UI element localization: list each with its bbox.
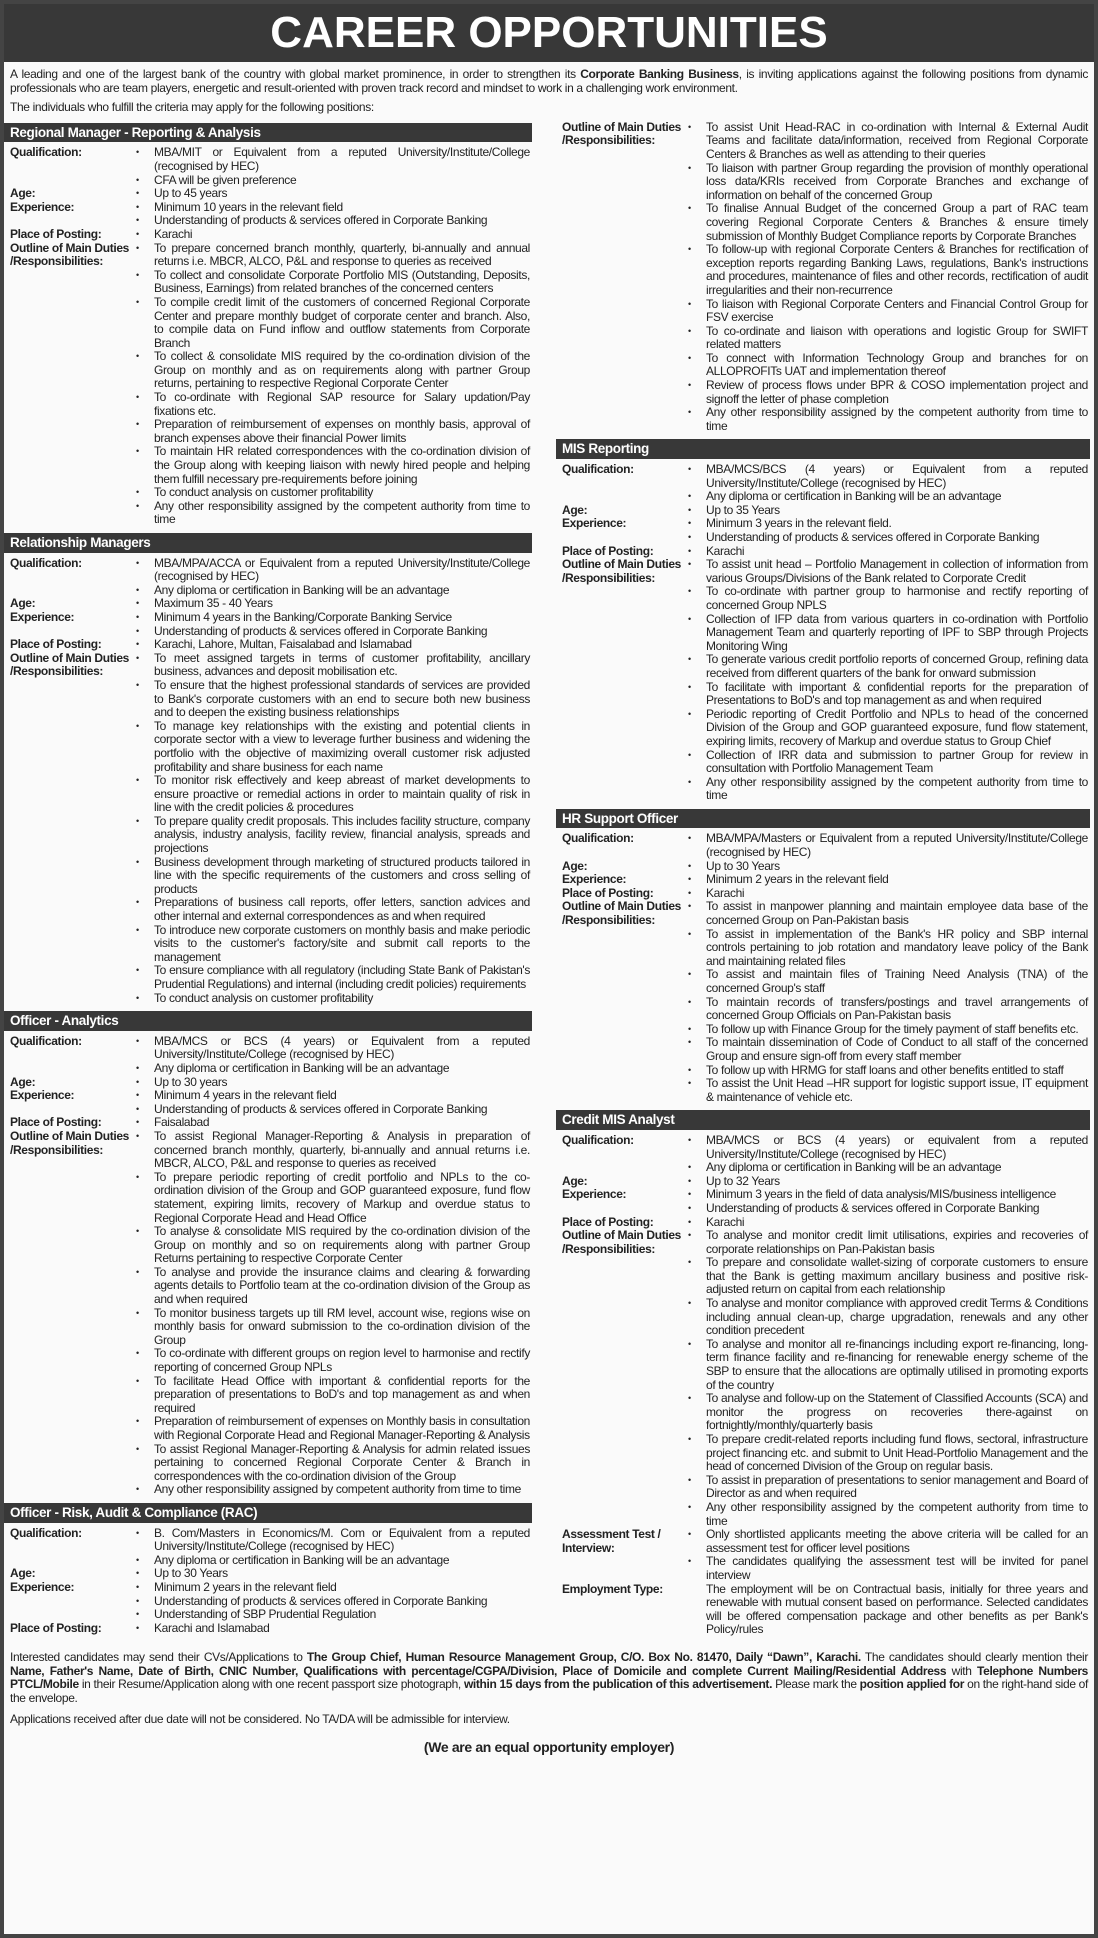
job-section [556,1110,1090,1637]
bullet-item: • Faisalabad [132,1116,530,1130]
emphasis-text: Telephone Numbers PTCL/Mobile [10,1663,1088,1692]
bullet-item: • To co-ordinate with partner group to harmonise and rectify reporting of concerned Group NPLS [684,585,1088,612]
bullet-item: • To facilitate with important & confidential reports for the preparation of Presentations to BoD's and top management as and when required [684,681,1088,708]
field-row [556,545,1090,559]
field-label: Experience: [10,1579,75,1594]
bullet-list [684,1229,1088,1528]
bullet-item: • To co-ordinate with Regional SAP resource for Salary updation/Pay fixations etc. [132,391,530,418]
bullet-list [684,873,1088,887]
bullet-list [132,187,530,201]
field-row [4,557,532,598]
section-header: Credit MIS Analyst [556,1110,1090,1130]
bullet-item: • Up to 35 Years [684,504,1088,518]
left-column [4,121,532,1643]
bullet-item: • To conduct analysis on customer profitability [132,486,530,500]
bullet-item: • To maintain records of transfers/postings and travel arrangements of concerned Group Officials on Pan-Pakistan basis [684,996,1088,1023]
field-value [132,652,532,1005]
bullet-item: • Collection of IFP data from various quarters in co-ordination with Portfolio Management Team and quarterly reporting of IPF to SBP through Projects Monitoring Wing [684,613,1088,654]
field-row [556,1216,1090,1230]
bullet-item: • Business development through marketing of structured products tailored in line with the specific requirements of the customers and cross selling of products [132,856,530,897]
field-value [132,557,532,598]
field-value [684,887,1090,901]
field-row [556,1229,1090,1528]
field-label: Age: [10,1074,36,1089]
bullet-item: • To monitor risk effectively and keep abreast of market developments to ensure proactive or remedial actions in order to maintain quality of risk in line with the credit policies & procedures [132,774,530,815]
field-row [556,1134,1090,1175]
field-row [4,1527,532,1568]
bullet-list [684,558,1088,803]
bullet-item: • To analyse and provide the insurance claims and clearing & forwarding agents details to Portfolio team at the co-ordination division of the Group as and when required [132,1266,530,1307]
field-row [4,1567,532,1581]
field-label: Outline of Main Duties /Responsibilities: [562,899,681,928]
bullet-item: • To ensure compliance with all regulatory (including State Bank of Pakistan's Prudential Regulations) and internal (including credit policies) requirements [132,964,530,991]
bullet-item: • Any other responsibility assigned by competent authority from time to time [132,1483,530,1497]
bullet-list [684,860,1088,874]
section-header: MIS Reporting [556,439,1090,459]
field-value [132,1116,532,1130]
bullet-list [132,652,530,1005]
bullet-item: • To analyse and monitor all re-financings including export re-financing, long-term finance facility and re-financing for renewable energy scheme of the SBP to ensure that the allocations are optimally utilised in promoting exports of the country [684,1338,1088,1392]
bullet-item: • MBA/MPA/Masters or Equivalent from a reputed University/Institute/College (recognised by HEC) [684,832,1088,859]
field-row [556,873,1090,887]
field-value [684,121,1090,434]
field-row [4,1076,532,1090]
bullet-item: • Karachi [132,228,530,242]
bullet-item: • To assist unit head – Portfolio Management in collection of information from various Groups/Divisions of the Bank related to Corporate Credit [684,558,1088,585]
field-value [684,558,1090,803]
field-row [556,1583,1090,1637]
bullet-item: • CFA will be given preference [132,174,530,188]
job-section [4,1011,532,1497]
field-label: Qualification: [562,462,634,477]
bullet-item: • MBA/MIT or Equivalent from a reputed University/Institute/College (recognised by HEC) [132,146,530,173]
field-row [556,900,1090,1104]
bullet-item: • Review of process flows under BPR & COSO implementation project and signoff the letter of phase completion [684,379,1088,406]
field-row [4,1035,532,1076]
field-row [556,504,1090,518]
bullet-item: • To analyse and monitor credit limit utilisations, expiries and recoveries of corporate relationships on Pan-Pakistan basis [684,1229,1088,1256]
bullet-item: • Karachi [684,887,1088,901]
bullet-item: • Collection of IRR data and submission to partner Group for review in consultation with Portfolio Management Team [684,749,1088,776]
bullet-item: • Only shortlisted applicants meeting the above criteria will be called for an assessment test for officer level positions [684,1528,1088,1555]
intro-criteria: The individuals who fulfill the criteria may apply for the following positions: [10,100,374,115]
field-value [684,900,1090,1104]
field-value [684,873,1090,887]
bullet-list [684,545,1088,559]
field-value [684,832,1090,859]
bullet-list [132,228,530,242]
bullet-item: • To conduct analysis on customer profitability [132,992,530,1006]
job-section [4,123,532,527]
bullet-list [684,463,1088,504]
bullet-item: • To prepare and consolidate wallet-sizing of corporate customers to ensure that the Bank is getting maximum ancillary business and positive risk-adjusted return on capital from each relationship [684,1256,1088,1297]
page-title: CAREER OPPORTUNITIES [4,4,1094,62]
field-value [684,1134,1090,1175]
bullet-list [132,557,530,598]
field-label: Outline of Main Duties /Responsibilities: [562,1228,681,1256]
body-text: in their Resume/Application along with one recent passport size photograph, [78,1677,464,1692]
bullet-item: • To monitor business targets up till RM level, account wise, regions wise on monthly basis for onward submission to the co-ordination division of the Group [132,1307,530,1348]
bullet-item: • MBA/MPA/ACCA or Equivalent from a reputed University/Institute/College (recognised by HEC) [132,557,530,584]
bullet-item: • To assist in manpower planning and maintain employee data base of the concerned Group on Pan-Pakistan basis [684,900,1088,927]
field-label: Outline of Main Duties /Responsibilities: [562,557,681,585]
field-value [684,463,1090,504]
bullet-item: • Minimum 10 years in the relevant field [132,201,530,215]
field-row [556,860,1090,874]
intro-bold: Corporate Banking Business [580,67,739,81]
bullet-item: • Any diploma or certification in Banking will be an advantage [132,584,530,598]
bullet-item: • To follow up with Finance Group for the timely payment of staff benefits etc. [684,1023,1088,1037]
footer [4,1643,1094,1765]
bullet-list [132,1527,530,1568]
due-date-note: Applications received after due date will not be considered. No TA/DA will be admissible for interview. [10,1712,510,1727]
field-value [684,504,1090,518]
bullet-item: • To manage key relationships with the existing and potential clients in corporate sector with a view to leverage further business and widening the portfolio with the objective of maximizing overall customer risk adjusted profitability and share business for each name [132,720,530,774]
field-label: Experience: [562,872,627,887]
bullet-item: • The candidates qualifying the assessment test will be invited for panel interview [684,1555,1088,1582]
field-value [132,1567,532,1581]
field-label: Qualification: [10,145,82,160]
bullet-item: • To prepare concerned branch monthly, quarterly, bi-annually and annual returns i.e. MBCR, ALCO, P&L and response to queries as received [132,242,530,269]
bullet-item: • To compile credit limit of the customers of concerned Regional Corporate Center and prepare monthly budget of corporate center and branch. Also, to compile data on Fund inflow and outflow statements from Corporate Branch [132,296,530,350]
bullet-item: • Minimum 2 years in the relevant field [132,1581,530,1595]
bullet-list [132,1076,530,1090]
bullet-list [684,832,1088,859]
bullet-item: • Understanding of products & services offered in Corporate Banking [132,1595,530,1609]
bullet-list [132,201,530,228]
bullet-item: • Any other responsibility assigned by the competent authority from time to time [684,406,1088,433]
bullet-item: • Up to 45 years [132,187,530,201]
emphasis-text: within 15 days from the publication of this advertisement. [463,1677,773,1692]
field-value [132,1089,532,1116]
bullet-list [132,1089,530,1116]
bullet-item: • To prepare quality credit proposals. This includes facility structure, company analysis, industry analysis, facility review, financial analysis, spreads and projections [132,815,530,856]
bullet-list [132,1581,530,1622]
field-label: Experience: [10,199,75,214]
section-header: Officer - Analytics [4,1011,532,1031]
field-label: Place of Posting: [10,1620,102,1635]
bullet-item: • Any other responsibility assigned by the competent authority from time to time [132,500,530,527]
bullet-item: • Minimum 4 years in the relevant field [132,1089,530,1103]
field-label: Age: [10,1566,36,1581]
bullet-item: • Up to 30 Years [132,1567,530,1581]
field-row [4,228,532,242]
field-value [132,597,532,611]
bullet-item: • Any other responsibility assigned by the competent authority from time to time [684,1501,1088,1528]
bullet-item: • Karachi [684,545,1088,559]
field-value [684,860,1090,874]
emphasis-text: Name, Father's Name, Date of Birth, CNIC Number, Qualifications with percentage/CGPA/Division, Place of Domicile and complete Current Mailing/Residential Address [10,1663,947,1678]
bullet-list [132,638,530,652]
bullet-item: • To assist in preparation of presentations to senior management and Board of Director as and when required [684,1474,1088,1501]
bullet-list [132,146,530,187]
bullet-list [684,1188,1088,1215]
field-row [556,558,1090,803]
bullet-item: • To co-ordinate and liaison with operations and logistic Group for SWIFT related matters [684,325,1088,352]
bullet-item: • To finalise Annual Budget of the concerned Group a part of RAC team covering Regional Corporate Centers & Branches & ensure timely submission of Monthly Budget Compliance reports by Corporate Branches [684,202,1088,243]
bullet-item: • To connect with Information Technology Group and branches for on ALLOPROFITs UAT and implementation thereof [684,352,1088,379]
bullet-item: • Any other responsibility assigned by the competent authority from time to time [684,776,1088,803]
bullet-list [132,1622,530,1636]
field-row [4,201,532,228]
bullet-item: • Karachi [684,1216,1088,1230]
bullet-item: • Preparation of reimbursement of expenses on Monthly basis in consultation with Regional Corporate Head and Regional Manager-Reporting & Analysis [132,1415,530,1442]
bullet-item: • To co-ordinate with different groups on region level to harmonise and rectify reporting of concerned Group NPLs [132,1347,530,1374]
section-header: HR Support Officer [556,809,1090,829]
field-row [556,1528,1090,1582]
application-instructions [10,1651,1088,1705]
bullet-item: • To liaison with partner Group regarding the provision of monthly operational loss data/KRIs received from Corporate Branches and exchange of information on behalf of the concerned Group [684,162,1088,203]
bullet-item: • To assist in implementation of the Bank's HR policy and SBP internal controls pertaining to job rotation and mandatory leave policy of the Bank and maintaining related files [684,928,1088,969]
field-row [4,1622,532,1636]
field-row [556,1175,1090,1189]
bullet-item: • MBA/MCS or BCS (4 years) or equivalent from a reputed University/Institute/College (recognised by HEC) [684,1134,1088,1161]
field-value [132,1527,532,1568]
field-label: Outline of Main Duties /Responsibilities: [10,650,129,679]
field-label: Place of Posting: [10,637,102,652]
body-text: Please mark the [772,1677,860,1692]
bullet-list [684,1528,1088,1582]
field-label: Employment Type: [562,1581,663,1596]
body-text: Interested candidates may send their CVs/Applications to [10,1649,307,1664]
field-row [4,242,532,527]
field-label: Qualification: [10,555,82,570]
bullet-item: • To collect and consolidate Corporate Portfolio MIS (Outstanding, Deposits, Business, Earnings) from related branches of the concerned centers [132,269,530,296]
field-value [684,1175,1090,1189]
bullet-item: • To introduce new corporate customers on monthly basis and make periodic visits to the customer's factory/site and submit call reports to the management [132,924,530,965]
emphasis-text: The Group Chief, Human Resource Management Group, C/O. Box No. 81470, Daily “Dawn”, Karachi. [306,1649,861,1664]
job-section [556,439,1090,802]
bullet-item: • Minimum 4 years in the Banking/Corporate Banking Service [132,611,530,625]
field-value [132,611,532,638]
field-row [4,1089,532,1116]
field-value [132,1076,532,1090]
bullet-list [132,611,530,638]
bullet-list [684,121,1088,434]
bullet-item: • To maintain dissemination of Code of Conduct to all staff of the concerned Group and ensure sign-off from every staff member [684,1036,1088,1063]
bullet-list [684,1216,1088,1230]
field-label: Outline of Main Duties /Responsibilities: [562,119,681,148]
field-row [4,638,532,652]
bullet-item: • To prepare periodic reporting of credit portfolio and NPLs to the co-ordination division of the Group and GOP guaranteed exposure, fund flow statement, expiring limits, recovery of Markup and overdue status to Regional Corporate Head and Head Office [132,1171,530,1225]
bullet-item: • To assist the Unit Head –HR support for logistic support issue, IT equipment & maintenance of vehicle etc. [684,1077,1088,1104]
field-row [556,887,1090,901]
bullet-item: • Minimum 3 years in the relevant field. [684,517,1088,531]
right-column [556,121,1094,1643]
field-label: Age: [10,596,36,611]
bullet-item: • To maintain HR related correspondences with the co-ordination division of the Group along with keeping liaison with newly hired people and helping them fulfill necessary pre-requirements before joining [132,445,530,486]
bullet-item: • Maximum 35 - 40 Years [132,597,530,611]
field-label: Outline of Main Duties /Responsibilities: [10,1128,129,1157]
intro [4,62,1094,115]
positions-columns [4,121,1094,1643]
bullet-item: • To assist Regional Manager-Reporting & Analysis for admin related issues pertaining to concerned Regional Corporate Center & Branch in correspondences with the co-ordination division of the Group [132,1443,530,1484]
section-header: Regional Manager - Reporting & Analysis [4,123,532,143]
bullet-list [684,517,1088,544]
bullet-item: • Minimum 3 years in the field of data analysis/MIS/business intelligence [684,1188,1088,1202]
field-value [684,517,1090,544]
field-value [684,1528,1090,1582]
intro-paragraph [10,68,1088,95]
bullet-item: • Understanding of products & services offered in Corporate Banking [684,531,1088,545]
field-label: Age: [562,1173,588,1188]
field-value [132,1622,532,1636]
field-row [4,611,532,638]
field-label: Qualification: [562,1132,634,1147]
bullet-item: • Any diploma or certification in Banking will be an advantage [132,1554,530,1568]
bullet-list [684,887,1088,901]
equal-opportunity-statement: (We are an equal opportunity employer) [423,1738,675,1755]
bullet-item: • Any diploma or certification in Banking will be an advantage [132,1062,530,1076]
bullet-item: • To meet assigned targets in terms of customer profitability, ancillary business, advances and deposit mobilisation etc. [132,652,530,679]
field-label: Outline of Main Duties /Responsibilities: [10,240,129,269]
field-row [4,146,532,187]
bullet-item: • B. Com/Masters in Economics/M. Com or Equivalent from a reputed University/Institute/College (recognised by HEC) [132,1527,530,1554]
bullet-item: • Minimum 2 years in the relevant field [684,873,1088,887]
job-section [4,1503,532,1635]
section-header: Relationship Managers [4,533,532,553]
field-row [556,121,1090,434]
bullet-list [132,1035,530,1076]
field-label: Age: [10,186,36,201]
field-value [684,1188,1090,1215]
bullet-list [684,900,1088,1104]
field-value [684,1216,1090,1230]
bullet-item: • To assist Regional Manager-Reporting & Analysis in preparation of concerned branch monthly, quarterly, bi-annually and annual returns i.e. MBCR, ALCO, P&L and response to queries as received [132,1130,530,1171]
bullet-item: • To liaison with Regional Corporate Centers and Financial Control Group for FSV exercise [684,298,1088,325]
bullet-item: • To follow up with HRMG for staff loans and other benefits entitled to staff [684,1064,1088,1078]
bullet-item: • Understanding of products & services offered in Corporate Banking [132,214,530,228]
field-value [132,1581,532,1622]
field-label: Age: [562,502,588,517]
intro-text: A leading and one of the largest bank of the country with global market prominence, in order to strengthen its [10,67,581,81]
field-label: Place of Posting: [10,1115,102,1130]
bullet-item: • To assist Unit Head-RAC in co-ordination with Internal & External Audit Teams and facilitate data/information, received from Regional Corporate Centers & Branches as well as attending to their queries [684,121,1088,162]
bullet-list [132,1567,530,1581]
bullet-item: • To collect & consolidate MIS required by the co-ordination division of the Group on monthly and as on requirements along with partner Group returns, pertaining to respective Regional Corporate Center [132,350,530,391]
bullet-list [684,1175,1088,1189]
field-row [556,832,1090,859]
bullet-list [132,242,530,527]
field-label: Assessment Test / Interview: [562,1527,661,1555]
field-row [4,652,532,1005]
bullet-item: • Understanding of products & services offered in Corporate Banking [684,1202,1088,1216]
bullet-item: • To analyse and monitor compliance with approved credit Terms & Conditions including annual clean-up, charge upgradation, renewals and any other condition precedent [684,1297,1088,1338]
field-label: Qualification: [562,831,634,846]
bullet-item: • Up to 30 years [132,1076,530,1090]
field-row [4,1130,532,1497]
bullet-item: • To follow-up with regional Corporate Centers & Branches for rectification of exception reports regarding Banking Laws, regulations, Bank's instructions and procedures, maintenance of files and other records, rectification of audit irregularities and their non-recurrence [684,243,1088,297]
field-value [132,1130,532,1497]
job-section [556,809,1090,1104]
field-value [684,1583,1090,1637]
bullet-list [132,1130,530,1497]
bullet-item: • Understanding of products & services offered in Corporate Banking [132,625,530,639]
bullet-item: • To analyse & consolidate MIS required by the co-ordination division of the Group on monthly and so on requirements along with partner Group Returns pertaining to respective Corporate Center [132,1225,530,1266]
bullet-item: • To prepare credit-related reports including fund flows, sectoral, infrastructure project financing etc. and submit to Unit Head-Portfolio Management and the head of concerned Division of the Group on regular basis. [684,1433,1088,1474]
field-value [132,242,532,527]
bullet-item: • MBA/MCS/BCS (4 years) or Equivalent from a reputed University/Institute/College (recognised by HEC) [684,463,1088,490]
job-section [4,533,532,1005]
field-label: Place of Posting: [562,885,654,900]
field-row [556,1188,1090,1215]
field-label: Experience: [10,1088,75,1103]
intro-text: , is inviting applications against the following positions from dynamic professionals who are team players, energetic and result-oriented with proven track record and mindset to work in a challenging work environment. [10,67,1088,95]
bullet-item: • Any diploma or certification in Banking will be an advantage [684,490,1088,504]
field-row [4,1581,532,1622]
field-value [132,201,532,228]
field-label: Place of Posting: [10,226,102,241]
bullet-item: • Understanding of products & services offered in Corporate Banking [132,1103,530,1117]
bullet-item: • To generate various credit portfolio reports of concerned Group, refining data received from different quarters of the bank for onward submission [684,653,1088,680]
bullet-list [132,1116,530,1130]
field-row [4,1116,532,1130]
body-text: on the right-hand side of the envelope. [10,1677,1088,1705]
field-label: Experience: [562,516,627,531]
bullet-item: • Periodic reporting of Credit Portfolio and NPLs to head of the concerned Division of the Group and GOP guaranteed exposure, fund flow statement, expiring limits, recovery of Markup and overdue status to Group Chief [684,708,1088,749]
bullet-item: • Any diploma or certification in Banking will be an advantage [684,1161,1088,1175]
field-row [4,597,532,611]
bullet-item: • Karachi, Lahore, Multan, Faisalabad and Islamabad [132,638,530,652]
bullet-item: • To analyse and follow-up on the Statement of Classified Accounts (SCA) and monitor the progress on recoveries there-against on fortnightly/monthly/quarterly basis [684,1392,1088,1433]
job-section [556,121,1090,434]
field-value [132,1035,532,1076]
field-label: Experience: [562,1187,627,1202]
bullet-item: • MBA/MCS or BCS (4 years) or Equivalent from a reputed University/Institute/College (recognised by HEC) [132,1035,530,1062]
bullet-item: • Karachi and Islamabad [132,1622,530,1636]
field-label: Qualification: [10,1033,82,1048]
bullet-list [684,1134,1088,1175]
emphasis-text: position applied for [859,1677,965,1692]
field-value [684,1229,1090,1528]
field-label: Place of Posting: [562,543,654,558]
bullet-item: • Understanding of SBP Prudential Regulation [132,1608,530,1622]
bullet-item: • To ensure that the highest professional standards of services are provided to Bank's corporate customers with an end to secure both new business and to deepen the existing business relationships [132,679,530,720]
bullet-item: • Up to 30 Years [684,860,1088,874]
field-row [556,463,1090,504]
section-header: Officer - Risk, Audit & Compliance (RAC) [4,1503,532,1523]
body-text: with [946,1663,978,1678]
bullet-list [684,504,1088,518]
field-label: Place of Posting: [562,1214,654,1229]
field-row [556,517,1090,544]
field-value [132,228,532,242]
bullet-item: • Preparations of business call reports, offer letters, sanction advices and other internal and external correspondences as and when required [132,896,530,923]
field-label: Experience: [10,609,75,624]
body-text: The candidates should clearly mention their [860,1649,1088,1664]
field-value [132,187,532,201]
field-text: The employment will be on Contractual basis, initially for three years and renewable with mutual consent based on performance. Selected candidates will be offered compensation package and other benefits as per Bank's Policy/rules [706,1581,1088,1637]
field-label: Qualification: [10,1525,82,1540]
field-value [132,146,532,187]
field-label: Age: [562,858,588,873]
bullet-item: • To facilitate Head Office with important & confidential reports for the preparation of presentations to BoD's and top management as and when required [132,1375,530,1416]
field-value [684,545,1090,559]
bullet-item: • Preparation of reimbursement of expenses on monthly basis, approval of branch expenses above their financial Power limits [132,418,530,445]
field-value [132,638,532,652]
bullet-list [132,597,530,611]
bullet-item: • To assist and maintain files of Training Need Analysis (TNA) of the concerned Group's staff [684,968,1088,995]
field-row [4,187,532,201]
bullet-item: • Up to 32 Years [684,1175,1088,1189]
